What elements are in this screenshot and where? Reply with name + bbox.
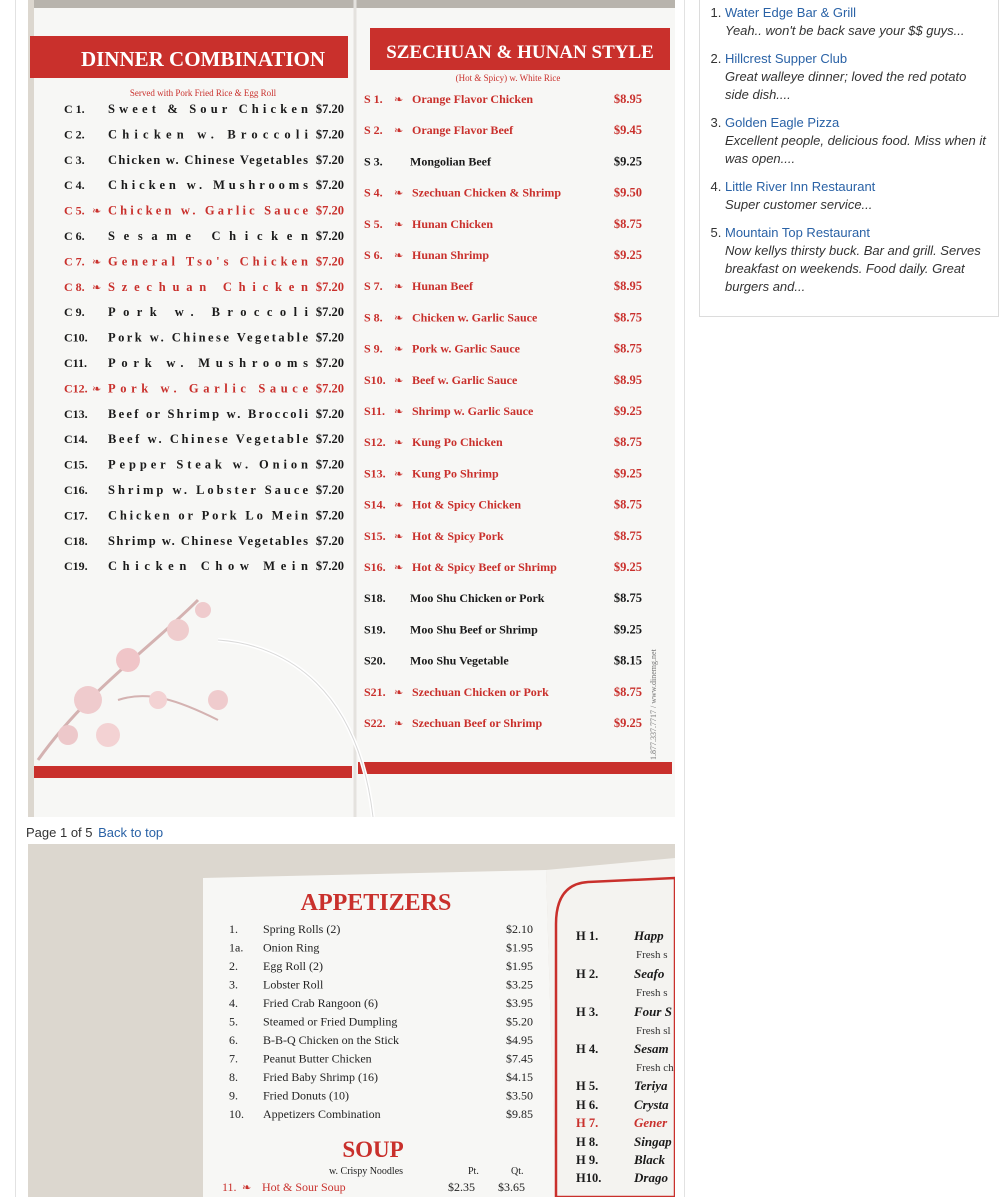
menu-item-code: S 2. [364, 123, 383, 138]
menu-item-price: $9.85 [506, 1107, 533, 1121]
soup-subtitle: w. Crispy Noodles [328, 1166, 404, 1177]
menu-item-price: $8.75 [613, 435, 642, 450]
menu-item-name: Hunan Beef [412, 279, 474, 294]
menu-item-price: $8.95 [613, 279, 642, 294]
menu-item-price: $8.95 [613, 92, 642, 106]
menu-item-code: S13. [364, 466, 386, 481]
menu-item-name: Spring Rolls (2) [263, 922, 341, 936]
menu-item-code: C 5. [64, 203, 85, 218]
restaurant-review-snippet: Now kellys thirsty buck. Bar and grill. Serves breakfast on weekends. Food daily. Great burgers and... [725, 243, 981, 294]
dinner-combination-title: DINNER COMBINATION [80, 47, 326, 71]
soup-title: SOUP [342, 1137, 404, 1162]
menu-item-code: C12. [64, 381, 88, 396]
menu-item-code: 11. [222, 1180, 237, 1194]
menu-item-desc: Fresh s [636, 987, 668, 999]
menu-item-code: S16. [364, 560, 386, 574]
menu-item-price: $8.15 [613, 653, 642, 668]
menu-item-code: S 7. [364, 279, 383, 294]
menu-item-name: Mongolian Beef [410, 154, 491, 169]
appetizers-title: APPETIZERS [300, 890, 452, 916]
menu-item-name: Hunan Chicken [412, 216, 494, 231]
menu-item-desc: Fresh sl [636, 1025, 671, 1037]
spicy-icon: ❧ [394, 374, 404, 387]
menu-item-code: S14. [364, 497, 386, 512]
restaurant-list-item [725, 114, 988, 168]
menu-item-price: $4.15 [506, 1070, 533, 1084]
menu-item-name: Chicken or Pork Lo Mein [108, 508, 308, 523]
menu-item-name: Sesame Chicken [108, 229, 308, 243]
menu-item-price: $3.95 [506, 996, 533, 1010]
menu-item-price: $9.25 [613, 154, 642, 169]
menu-item-code: C14. [64, 432, 88, 447]
menu-item-name: Steamed or Fried Dumpling [263, 1014, 398, 1029]
menu-item-name: Singap [634, 1134, 672, 1149]
menu-item-price: $7.20 [315, 279, 344, 294]
menu-item-price: $7.20 [315, 203, 344, 218]
menu-item-name: Beef or Shrimp w. Broccoli [108, 406, 308, 421]
menu-item-price: $9.25 [613, 716, 642, 730]
spicy-icon: ❧ [394, 250, 404, 262]
menu-item-code: C11. [64, 356, 88, 370]
menu-item-code: C13. [64, 406, 88, 421]
menu-item-price: $7.20 [315, 229, 344, 243]
menu-item-code: S 8. [364, 310, 383, 325]
menu-item-name: Beef w. Chinese Vegetable [108, 432, 308, 447]
menu-item-code: S18. [364, 591, 386, 606]
menu-item-name: Shrimp w. Chinese Vegetables [108, 533, 308, 548]
menu-item-price: $9.25 [613, 248, 642, 262]
menu-item-code: S11. [364, 404, 386, 418]
menu-item-code: 1a. [229, 940, 244, 955]
pager [26, 825, 163, 840]
menu-item-price: $9.45 [613, 123, 642, 138]
menu-item-name: Pork w. Chinese Vegetable [108, 330, 308, 345]
menu-item-price: $7.20 [315, 356, 344, 370]
menu-item-name: Moo Shu Vegetable [410, 653, 509, 668]
restaurant-review-snippet: Super customer service... [725, 197, 873, 212]
restaurant-list [700, 0, 998, 296]
menu-item-code: H 1. [576, 929, 599, 943]
menu-item-name: Pork w. Mushrooms [108, 356, 308, 370]
menu-item-name: Egg Roll (2) [263, 959, 323, 973]
menu-item-price: $9.25 [613, 404, 642, 418]
menu-item-price: $9.25 [613, 622, 642, 637]
menu-item-code: H 4. [576, 1042, 599, 1056]
menu-item-name: Fried Donuts (10) [263, 1088, 349, 1103]
menu-item-name: Onion Ring [263, 940, 320, 955]
restaurant-review-snippet: Excellent people, delicious food. Miss when it was open.... [725, 133, 986, 166]
menu-item-name: Szechuan Chicken [108, 279, 308, 294]
menu-item-price: $7.20 [315, 559, 344, 574]
menu-item-price: $7.20 [315, 508, 344, 523]
spicy-icon: ❧ [394, 499, 404, 512]
menu-item-name: Hot & Spicy Beef or Shrimp [412, 560, 557, 574]
menu-item-code: C18. [64, 533, 88, 548]
menu-item-name: Pepper Steak w. Onion [108, 457, 308, 472]
menu-item-name: Shrimp w. Lobster Sauce [108, 483, 308, 497]
restaurant-list-item [725, 4, 988, 40]
restaurant-list-item [725, 50, 988, 104]
menu-item-price: $8.75 [613, 341, 642, 356]
menu-item-code: H 3. [576, 1005, 599, 1019]
menu-item-name: General Tso's Chicken [108, 254, 308, 269]
menu-item-price: $7.20 [315, 178, 344, 193]
menu-item-code: S22. [364, 716, 386, 730]
menu-item-price: $7.20 [315, 330, 344, 345]
menu-item-name: Sweet & Sour Chicken [108, 102, 308, 116]
menu-item-name: Black [634, 1152, 666, 1167]
soup-col-qt: Qt. [511, 1166, 524, 1177]
menu-item-code: 1. [229, 922, 238, 936]
menu-photo-page-1 [28, 0, 675, 817]
menu-item-code: S19. [364, 622, 386, 637]
spicy-icon: ❧ [394, 218, 404, 231]
menu-item-code: C 1. [64, 102, 85, 116]
spicy-icon: ❧ [92, 383, 102, 396]
menu-item-price: $7.20 [315, 533, 344, 548]
menu-item-code: H 2. [576, 967, 599, 981]
menu-item-price: $8.75 [613, 684, 642, 699]
menu-item-code: H 8. [576, 1135, 599, 1149]
menu-item-code: 2. [229, 959, 238, 973]
page-indicator: Page 1 of 5 [26, 825, 93, 840]
spicy-icon: ❧ [92, 205, 102, 218]
menu-item-name: Chicken w. Mushrooms [108, 178, 308, 193]
printer-side-note: 1.877.337.7717 / www.dinemg.net [649, 649, 658, 760]
menu-image-1 [28, 0, 675, 817]
menu-item-code: S 4. [364, 185, 383, 200]
menu-item-code: C15. [64, 457, 88, 472]
menu-item-name: Chicken w. Garlic Sauce [412, 310, 538, 325]
menu-item-name: Hot & Spicy Pork [412, 528, 504, 543]
menu-item-name: Fried Baby Shrimp (16) [263, 1070, 378, 1084]
menu-item-name: Hunan Shrimp [412, 248, 490, 262]
menu-item-code: C19. [64, 559, 88, 574]
menu-item-price: $8.75 [613, 310, 642, 325]
menu-image-2 [28, 844, 675, 1197]
menu-item-code: 5. [229, 1014, 238, 1029]
menu-item-price: $2.10 [506, 922, 533, 936]
menu-item-code: C 6. [64, 229, 85, 243]
menu-item-name: Hot & Spicy Chicken [412, 497, 522, 512]
menu-item-code: 7. [229, 1051, 238, 1066]
spicy-icon: ❧ [242, 1182, 252, 1194]
spicy-icon: ❧ [394, 562, 404, 574]
restaurant-review-snippet: Great walleye dinner; loved the red potato side dish.... [725, 69, 967, 102]
spicy-icon: ❧ [394, 406, 404, 418]
menu-item-name: Orange Flavor Beef [412, 123, 514, 138]
menu-item-code: S10. [364, 372, 386, 387]
menu-item-name: Crysta [634, 1097, 669, 1112]
menu-item-code: H10. [576, 1171, 602, 1185]
menu-item-price: $7.20 [315, 432, 344, 447]
spicy-icon: ❧ [394, 125, 404, 138]
menu-item-code: 10. [229, 1107, 244, 1121]
menu-item-price: $7.45 [506, 1051, 533, 1066]
menu-item-price: $7.20 [315, 305, 344, 320]
menu-item-code: H 5. [576, 1079, 599, 1093]
spicy-icon: ❧ [92, 281, 102, 294]
menu-item-code: C17. [64, 508, 88, 523]
menu-item-code: S 9. [364, 341, 383, 356]
menu-item-code: S20. [364, 653, 386, 668]
menu-item-name: Sesam [634, 1041, 669, 1056]
menu-item-code: H 7. [576, 1116, 599, 1130]
soup-col-pt: Pt. [468, 1166, 479, 1177]
menu-item-code: C 9. [64, 305, 85, 320]
menu-item-code: C 2. [64, 127, 85, 142]
spicy-icon: ❧ [394, 437, 404, 450]
menu-item-code: 8. [229, 1070, 238, 1084]
menu-item-name: Appetizers Combination [263, 1107, 381, 1121]
menu-item-price: $8.75 [613, 591, 642, 606]
restaurant-link[interactable]: Golden Eagle Pizza [725, 115, 840, 130]
menu-item-name: Pork w. Garlic Sauce [108, 381, 308, 396]
menu-item-desc: Fresh s [636, 949, 668, 961]
menu-item-name: Szechuan Chicken & Shrimp [412, 185, 562, 200]
menu-item-price: $1.95 [506, 940, 533, 955]
menu-item-code: H 6. [576, 1098, 599, 1112]
menu-item-name: Beef w. Garlic Sauce [412, 372, 518, 387]
back-to-top-link[interactable]: Back to top [98, 825, 164, 840]
menu-item-price: $7.20 [315, 127, 344, 142]
menu-item-name: Fried Crab Rangoon (6) [263, 996, 378, 1010]
menu-item-price: $9.25 [613, 560, 642, 574]
menu-item-code: H 9. [576, 1153, 599, 1167]
menu-item-code: S21. [364, 684, 386, 699]
menu-item-name: Orange Flavor Chicken [412, 92, 534, 106]
menu-item-code: 9. [229, 1088, 238, 1103]
menu-item-code: S 6. [364, 248, 383, 262]
spicy-icon: ❧ [394, 281, 404, 294]
menu-item-price: $5.20 [506, 1014, 533, 1029]
menu-item-name: Chicken Chow Mein [108, 559, 308, 574]
menu-item-name: Shrimp w. Garlic Sauce [412, 404, 534, 418]
menu-photo-page-2 [28, 844, 675, 1197]
menu-item-name: Chicken w. Garlic Sauce [108, 203, 308, 218]
spicy-icon: ❧ [394, 718, 404, 730]
menu-item-price: $7.20 [315, 381, 344, 396]
menu-item-price: $3.50 [506, 1088, 533, 1103]
menu-item-name: Four S [634, 1004, 672, 1019]
dinner-combination-subtitle: Served with Pork Fried Rice & Egg Roll [129, 88, 277, 98]
restaurant-list-item [725, 178, 988, 214]
nearby-restaurants-sidebar [699, 0, 999, 317]
menu-item-price: $7.20 [315, 102, 344, 116]
menu-item-name: Szechuan Beef or Shrimp [412, 716, 543, 730]
restaurant-link[interactable]: Water Edge Bar & Grill [725, 5, 857, 20]
menu-item-name: Pork w. Broccoli [108, 305, 308, 320]
szechuan-hunan-title: SZECHUAN & HUNAN STYLE [386, 42, 654, 63]
menu-item-code: C 4. [64, 178, 85, 193]
spicy-icon: ❧ [394, 94, 404, 106]
menu-item-price: $7.20 [315, 457, 344, 472]
menu-item-code: S 1. [364, 92, 383, 106]
menu-item-price: $9.25 [613, 466, 642, 481]
restaurant-link[interactable]: Hillcrest Supper Club [725, 51, 848, 66]
spicy-icon: ❧ [394, 468, 404, 481]
menu-item-code: C 3. [64, 152, 85, 167]
restaurant-review-snippet: Yeah.. won't be back save your $$ guys... [725, 23, 965, 38]
menu-item-price: $8.75 [613, 528, 642, 543]
menu-item-price: $9.50 [613, 185, 642, 200]
menu-item-name: Chicken w. Chinese Vegetables [108, 152, 308, 167]
menu-item-price: $7.20 [315, 483, 344, 497]
spicy-icon: ❧ [394, 530, 404, 543]
menu-item-price: $3.25 [506, 977, 533, 992]
restaurant-link[interactable]: Mountain Top Restaurant [725, 225, 871, 240]
restaurant-link[interactable]: Little River Inn Restaurant [725, 179, 876, 194]
szechuan-hunan-subtitle: (Hot & Spicy) w. White Rice [455, 73, 561, 83]
menu-item-price: $7.20 [315, 406, 344, 421]
spicy-icon: ❧ [394, 187, 404, 200]
menu-item-code: S12. [364, 435, 386, 450]
spicy-icon: ❧ [394, 686, 404, 699]
menu-item-desc: Fresh ch [636, 1062, 674, 1074]
menu-item-name: Moo Shu Chicken or Pork [410, 591, 545, 606]
menu-item-price-pint: $2.35 [448, 1180, 475, 1194]
menu-item-price: $8.75 [613, 497, 642, 512]
menu-item-code: C 7. [64, 254, 85, 269]
restaurant-list-item [725, 224, 988, 296]
spicy-icon: ❧ [394, 312, 404, 325]
main-content [15, 0, 685, 1197]
menu-item-price: $8.95 [613, 372, 642, 387]
menu-item-name: B-B-Q Chicken on the Stick [263, 1033, 399, 1047]
menu-item-code: S15. [364, 528, 386, 543]
menu-item-name: Kung Po Shrimp [412, 466, 499, 481]
menu-item-name: Hot & Sour Soup [262, 1180, 346, 1194]
spicy-icon: ❧ [394, 343, 404, 356]
menu-item-name: Szechuan Chicken or Pork [412, 684, 549, 699]
spicy-icon: ❧ [92, 256, 102, 269]
menu-item-price: $7.20 [315, 254, 344, 269]
menu-item-name: Gener [634, 1115, 668, 1130]
menu-item-price: $7.20 [315, 152, 344, 167]
menu-item-code: S 3. [364, 154, 383, 169]
menu-item-price: $1.95 [506, 959, 533, 973]
menu-item-name: Seafo [634, 966, 665, 981]
menu-item-code: 3. [229, 977, 238, 992]
menu-item-name: Happ [634, 928, 664, 943]
menu-item-code: 4. [229, 996, 238, 1010]
menu-item-name: Drago [634, 1170, 668, 1185]
menu-item-code: 6. [229, 1033, 238, 1047]
menu-item-name: Teriya [634, 1078, 668, 1093]
menu-item-price: $8.75 [613, 216, 642, 231]
menu-item-price: $4.95 [506, 1033, 533, 1047]
menu-item-name: Lobster Roll [263, 977, 324, 992]
menu-item-name: Pork w. Garlic Sauce [412, 341, 520, 356]
menu-item-name: Peanut Butter Chicken [263, 1051, 372, 1066]
menu-item-name: Kung Po Chicken [412, 435, 503, 450]
menu-item-code: C 8. [64, 279, 85, 294]
menu-item-price-quart: $3.65 [498, 1180, 525, 1194]
menu-item-code: C16. [64, 483, 88, 497]
menu-item-code: C10. [64, 330, 88, 345]
menu-item-name: Chicken w. Broccoli [108, 127, 308, 142]
menu-item-code: S 5. [364, 216, 383, 231]
menu-item-name: Moo Shu Beef or Shrimp [410, 622, 538, 637]
